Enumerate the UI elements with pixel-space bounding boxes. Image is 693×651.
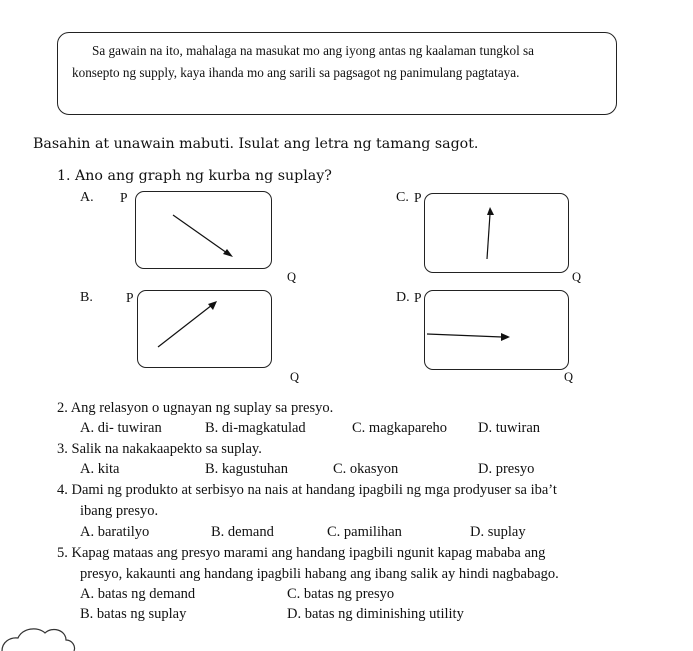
question-4-text-line-2: ibang presyo. [80, 503, 159, 519]
q3-option-c: C. okasyon [333, 461, 399, 477]
graph-b-p-label: P [126, 290, 134, 305]
graph-c-letter: C. [396, 190, 409, 205]
graph-b-q-label: Q [290, 370, 300, 384]
graph-d-letter: D. [396, 290, 410, 305]
graph-b-letter: B. [80, 290, 93, 305]
question-5-text-line-2: presyo, kakaunti ang handang ipagbili habang ang ibang salik ay hindi nagbabago. [80, 566, 559, 582]
instructions: Basahin at unawain mabuti. Isulat ang letra ng tamang sagot. [33, 136, 479, 152]
question-1-text: 1. Ano ang graph ng kurba ng suplay? [57, 168, 332, 184]
q5-option-d: D. batas ng diminishing utility [287, 606, 464, 622]
graph-d-q-label: Q [564, 370, 574, 384]
q4-option-a: A. baratilyo [80, 524, 150, 540]
intro-line-2: konsepto ng supply, kaya ihanda mo ang sarili sa pagsagot ng panimulang pagtataya. [72, 65, 520, 80]
q5-option-b: B. batas ng suplay [80, 606, 187, 622]
graph-c-q-label: Q [572, 270, 582, 284]
q2-option-b: B. di-magkatulad [205, 420, 306, 436]
graph-c-p-label: P [414, 190, 422, 205]
graph-a-q-label: Q [287, 270, 297, 284]
question-3-text: 3. Salik na nakakaapekto sa suplay. [57, 441, 262, 457]
question-5-text-line-1: 5. Kapag mataas ang presyo marami ang handang ipagbili ngunit kapag mababa ang [57, 545, 546, 561]
q3-option-b: B. kagustuhan [205, 461, 288, 477]
graph-d-p-label: P [414, 290, 422, 305]
intro-line-1: Sa gawain na ito, mahalaga na masukat mo ang iyong antas ng kaalaman tungkol sa [92, 43, 535, 58]
q5-option-a: A. batas ng demand [80, 586, 196, 602]
question-2-text: 2. Ang relasyon o ugnayan ng suplay sa presyo. [57, 400, 334, 416]
q3-option-a: A. kita [80, 461, 120, 477]
graph-a-p-label: P [120, 190, 128, 205]
question-4-text-line-1: 4. Dami ng produkto at serbisyo na nais at handang ipagbili ng mga prodyuser sa iba’t [57, 482, 557, 498]
graph-a-letter: A. [80, 190, 94, 205]
q4-option-c: C. pamilihan [327, 524, 402, 540]
q4-option-b: B. demand [211, 524, 274, 540]
q2-option-c: C. magkapareho [352, 420, 448, 436]
q5-option-c: C. batas ng presyo [287, 586, 395, 602]
q4-option-d: D. suplay [470, 524, 526, 540]
q2-option-d: D. tuwiran [478, 420, 541, 436]
q2-option-a: A. di- tuwiran [80, 420, 162, 436]
q3-option-d: D. presyo [478, 461, 535, 477]
